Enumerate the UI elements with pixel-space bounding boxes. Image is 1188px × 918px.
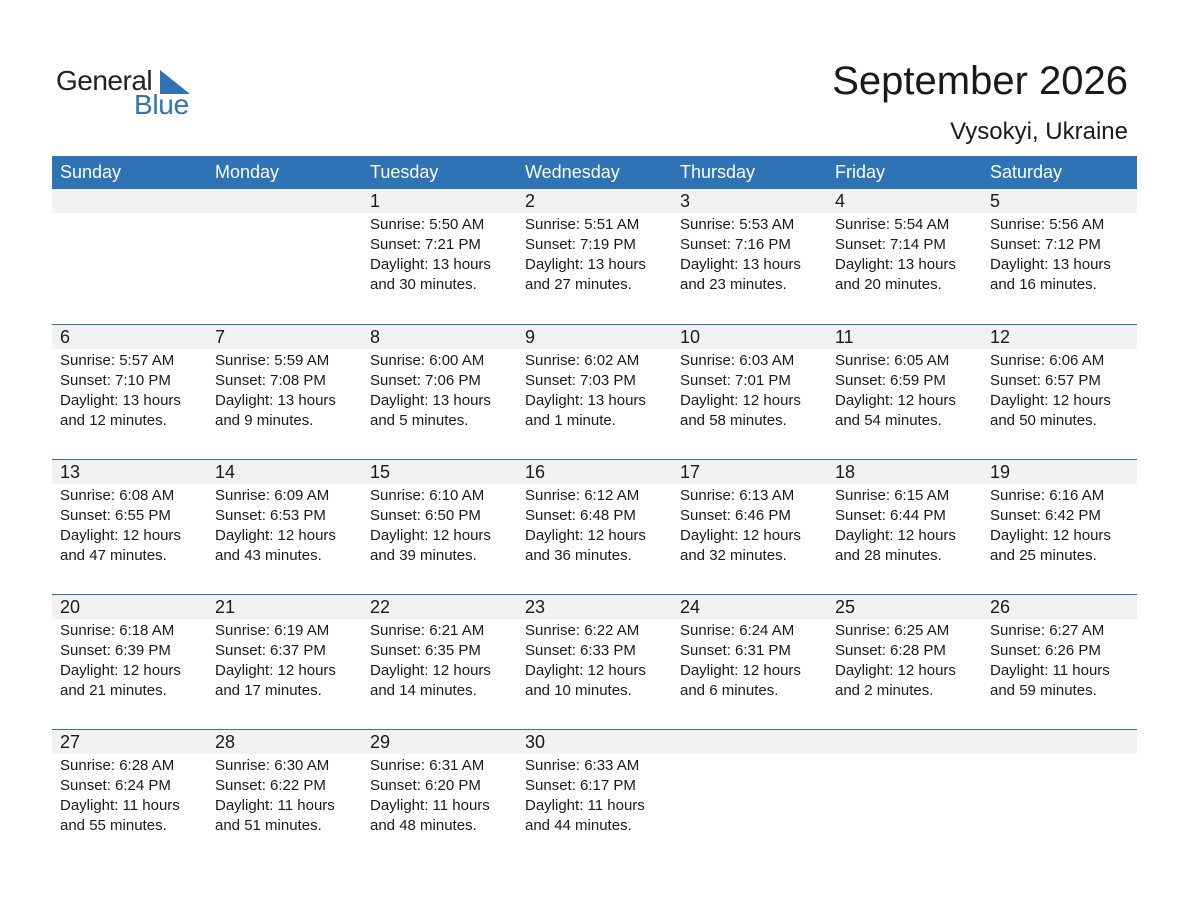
sunset-text: Sunset: 6:26 PM (990, 642, 1101, 659)
sunrise-text: Sunrise: 5:54 AM (835, 216, 950, 233)
day-number: 16 (517, 460, 672, 484)
day-info (827, 349, 982, 431)
sunrise-text: Sunrise: 6:06 AM (990, 352, 1105, 369)
daylight-minutes-text: and 14 minutes. (370, 682, 477, 699)
day-number: 28 (207, 730, 362, 754)
day-number: 26 (982, 595, 1137, 619)
daylight-text: Daylight: 13 hours (525, 256, 646, 273)
sunrise-text: Sunrise: 6:10 AM (370, 487, 485, 504)
weekday-header-row (52, 156, 1137, 189)
day-number: 19 (982, 460, 1137, 484)
day-info (672, 619, 827, 701)
daylight-text: Daylight: 12 hours (835, 527, 956, 544)
day-number: 8 (362, 325, 517, 349)
day-cell (362, 189, 517, 323)
day-info (517, 754, 672, 836)
sunrise-text: Sunrise: 6:28 AM (60, 757, 175, 774)
page-title: September 2026 (832, 59, 1128, 103)
empty-day-cell (207, 189, 362, 323)
daylight-minutes-text: and 59 minutes. (990, 682, 1097, 699)
day-cell (982, 189, 1137, 323)
sunrise-text: Sunrise: 6:16 AM (990, 487, 1105, 504)
day-info (982, 213, 1137, 295)
day-number: 23 (517, 595, 672, 619)
day-cell (52, 460, 207, 594)
sunrise-text: Sunrise: 6:08 AM (60, 487, 175, 504)
day-number: 30 (517, 730, 672, 754)
day-cell (982, 325, 1137, 459)
day-cell (827, 189, 982, 323)
daylight-text: Daylight: 12 hours (60, 662, 181, 679)
daylight-minutes-text: and 2 minutes. (835, 682, 934, 699)
daylight-text: Daylight: 12 hours (370, 527, 491, 544)
empty-day-cell (827, 730, 982, 864)
daylight-minutes-text: and 36 minutes. (525, 547, 632, 564)
day-cell (827, 595, 982, 729)
sunset-text: Sunset: 6:17 PM (525, 777, 636, 794)
day-info (52, 484, 207, 566)
daylight-minutes-text: and 10 minutes. (525, 682, 632, 699)
sunset-text: Sunset: 6:50 PM (370, 507, 481, 524)
daylight-minutes-text: and 25 minutes. (990, 547, 1097, 564)
daylight-text: Daylight: 13 hours (990, 256, 1111, 273)
daylight-text: Daylight: 13 hours (525, 392, 646, 409)
day-info (52, 754, 207, 836)
week-row (52, 729, 1137, 864)
day-number (827, 730, 982, 754)
week-row (52, 594, 1137, 729)
day-info (517, 619, 672, 701)
day-cell (672, 189, 827, 323)
daylight-minutes-text: and 58 minutes. (680, 412, 787, 429)
daylight-minutes-text: and 12 minutes. (60, 412, 167, 429)
week-grid (52, 189, 1137, 323)
logo (56, 64, 196, 120)
sunrise-text: Sunrise: 6:09 AM (215, 487, 330, 504)
sunrise-text: Sunrise: 5:57 AM (60, 352, 175, 369)
day-info (982, 484, 1137, 566)
logo-word-blue: Blue (134, 89, 189, 120)
day-number: 17 (672, 460, 827, 484)
daylight-text: Daylight: 12 hours (370, 662, 491, 679)
sunset-text: Sunset: 6:46 PM (680, 507, 791, 524)
sunrise-text: Sunrise: 6:13 AM (680, 487, 795, 504)
daylight-minutes-text: and 23 minutes. (680, 276, 787, 293)
sunrise-text: Sunrise: 6:22 AM (525, 622, 640, 639)
day-info (362, 484, 517, 566)
sunrise-text: Sunrise: 6:21 AM (370, 622, 485, 639)
sunrise-text: Sunrise: 6:05 AM (835, 352, 950, 369)
daylight-text: Daylight: 12 hours (680, 662, 801, 679)
daylight-text: Daylight: 12 hours (525, 662, 646, 679)
sunset-text: Sunset: 7:14 PM (835, 236, 946, 253)
sunset-text: Sunset: 6:42 PM (990, 507, 1101, 524)
day-cell (517, 460, 672, 594)
daylight-minutes-text: and 27 minutes. (525, 276, 632, 293)
sunrise-text: Sunrise: 5:59 AM (215, 352, 330, 369)
sunrise-text: Sunrise: 6:25 AM (835, 622, 950, 639)
weekday-header: Sunday (60, 162, 122, 182)
day-info (517, 213, 672, 295)
day-cell (52, 595, 207, 729)
daylight-text: Daylight: 12 hours (525, 527, 646, 544)
day-info (982, 619, 1137, 701)
sunset-text: Sunset: 7:10 PM (60, 372, 171, 389)
day-number: 1 (362, 189, 517, 213)
daylight-minutes-text: and 43 minutes. (215, 547, 322, 564)
day-info (672, 213, 827, 295)
day-info (827, 213, 982, 295)
sunset-text: Sunset: 7:19 PM (525, 236, 636, 253)
weekday-header: Thursday (680, 162, 756, 182)
logo-word-general: General (56, 65, 153, 96)
day-number: 29 (362, 730, 517, 754)
sunset-text: Sunset: 6:44 PM (835, 507, 946, 524)
day-cell (207, 730, 362, 864)
day-info (362, 754, 517, 836)
daylight-text: Daylight: 13 hours (370, 392, 491, 409)
day-info (52, 619, 207, 701)
sunrise-text: Sunrise: 6:30 AM (215, 757, 330, 774)
day-cell (672, 460, 827, 594)
daylight-text: Daylight: 12 hours (990, 527, 1111, 544)
day-number: 22 (362, 595, 517, 619)
day-cell (362, 325, 517, 459)
daylight-minutes-text: and 32 minutes. (680, 547, 787, 564)
sunrise-text: Sunrise: 6:18 AM (60, 622, 175, 639)
daylight-minutes-text: and 9 minutes. (215, 412, 314, 429)
sunset-text: Sunset: 6:57 PM (990, 372, 1101, 389)
day-info (517, 349, 672, 431)
empty-day-cell (982, 730, 1137, 864)
day-cell (517, 730, 672, 864)
day-number: 2 (517, 189, 672, 213)
day-info (362, 349, 517, 431)
sunset-text: Sunset: 7:03 PM (525, 372, 636, 389)
weekday-header: Tuesday (370, 162, 439, 182)
day-cell (517, 189, 672, 323)
day-cell (362, 730, 517, 864)
week-grid (52, 730, 1137, 864)
day-number: 21 (207, 595, 362, 619)
day-number (52, 189, 207, 213)
daylight-minutes-text: and 20 minutes. (835, 276, 942, 293)
daylight-minutes-text: and 50 minutes. (990, 412, 1097, 429)
daylight-text: Daylight: 13 hours (60, 392, 181, 409)
sunrise-text: Sunrise: 6:31 AM (370, 757, 485, 774)
sunrise-text: Sunrise: 6:12 AM (525, 487, 640, 504)
day-number (982, 730, 1137, 754)
day-number: 5 (982, 189, 1137, 213)
daylight-text: Daylight: 12 hours (60, 527, 181, 544)
week-grid (52, 325, 1137, 459)
daylight-text: Daylight: 11 hours (990, 662, 1110, 679)
daylight-text: Daylight: 11 hours (215, 797, 335, 814)
sunset-text: Sunset: 6:55 PM (60, 507, 171, 524)
sunset-text: Sunset: 7:08 PM (215, 372, 326, 389)
day-number: 6 (52, 325, 207, 349)
weeks-container (52, 189, 1137, 864)
day-cell (827, 325, 982, 459)
sunrise-text: Sunrise: 5:53 AM (680, 216, 795, 233)
day-info (517, 484, 672, 566)
daylight-minutes-text: and 17 minutes. (215, 682, 322, 699)
day-info (362, 619, 517, 701)
sunrise-text: Sunrise: 6:19 AM (215, 622, 330, 639)
daylight-minutes-text: and 16 minutes. (990, 276, 1097, 293)
sunset-text: Sunset: 7:21 PM (370, 236, 481, 253)
week-row (52, 189, 1137, 324)
daylight-minutes-text: and 28 minutes. (835, 547, 942, 564)
daylight-minutes-text: and 30 minutes. (370, 276, 477, 293)
daylight-text: Daylight: 13 hours (370, 256, 491, 273)
daylight-text: Daylight: 13 hours (215, 392, 336, 409)
day-cell (207, 460, 362, 594)
day-info (982, 349, 1137, 431)
day-info (207, 754, 362, 836)
day-cell (207, 325, 362, 459)
daylight-text: Daylight: 13 hours (835, 256, 956, 273)
daylight-text: Daylight: 13 hours (680, 256, 801, 273)
day-number: 15 (362, 460, 517, 484)
week-row (52, 459, 1137, 594)
daylight-minutes-text: and 51 minutes. (215, 817, 322, 834)
sunrise-text: Sunrise: 6:27 AM (990, 622, 1105, 639)
daylight-text: Daylight: 12 hours (990, 392, 1111, 409)
week-row (52, 324, 1137, 459)
day-cell (362, 595, 517, 729)
location-subtitle: Vysokyi, Ukraine (950, 118, 1128, 145)
sunset-text: Sunset: 6:20 PM (370, 777, 481, 794)
weekday-header: Saturday (990, 162, 1063, 182)
daylight-minutes-text: and 44 minutes. (525, 817, 632, 834)
day-number: 11 (827, 325, 982, 349)
day-info (827, 619, 982, 701)
day-number: 20 (52, 595, 207, 619)
sunset-text: Sunset: 6:31 PM (680, 642, 791, 659)
day-number: 25 (827, 595, 982, 619)
calendar (52, 156, 1137, 864)
daylight-minutes-text: and 5 minutes. (370, 412, 469, 429)
daylight-minutes-text: and 55 minutes. (60, 817, 167, 834)
empty-day-cell (672, 730, 827, 864)
sunrise-text: Sunrise: 6:33 AM (525, 757, 640, 774)
day-number: 10 (672, 325, 827, 349)
day-number: 27 (52, 730, 207, 754)
daylight-text: Daylight: 12 hours (835, 662, 956, 679)
sunset-text: Sunset: 6:59 PM (835, 372, 946, 389)
sunset-text: Sunset: 6:53 PM (215, 507, 326, 524)
week-grid (52, 595, 1137, 729)
sunset-text: Sunset: 7:12 PM (990, 236, 1101, 253)
day-number: 4 (827, 189, 982, 213)
day-number (207, 189, 362, 213)
day-cell (517, 595, 672, 729)
day-cell (672, 595, 827, 729)
day-info (207, 619, 362, 701)
sunset-text: Sunset: 6:33 PM (525, 642, 636, 659)
day-cell (982, 460, 1137, 594)
day-cell (362, 460, 517, 594)
sunset-text: Sunset: 6:22 PM (215, 777, 326, 794)
daylight-text: Daylight: 12 hours (680, 527, 801, 544)
weekday-header: Monday (215, 162, 280, 182)
sunrise-text: Sunrise: 6:24 AM (680, 622, 795, 639)
daylight-minutes-text: and 39 minutes. (370, 547, 477, 564)
daylight-text: Daylight: 12 hours (680, 392, 801, 409)
daylight-minutes-text: and 54 minutes. (835, 412, 942, 429)
day-cell (52, 325, 207, 459)
day-info (672, 484, 827, 566)
daylight-text: Daylight: 11 hours (525, 797, 645, 814)
sunset-text: Sunset: 7:06 PM (370, 372, 481, 389)
week-grid (52, 460, 1137, 594)
day-info (827, 484, 982, 566)
sunset-text: Sunset: 6:35 PM (370, 642, 481, 659)
daylight-text: Daylight: 12 hours (215, 662, 336, 679)
daylight-text: Daylight: 12 hours (215, 527, 336, 544)
day-number: 18 (827, 460, 982, 484)
day-number: 13 (52, 460, 207, 484)
sunrise-text: Sunrise: 6:03 AM (680, 352, 795, 369)
daylight-minutes-text: and 1 minute. (525, 412, 616, 429)
day-number (672, 730, 827, 754)
sunset-text: Sunset: 7:16 PM (680, 236, 791, 253)
day-number: 12 (982, 325, 1137, 349)
daylight-text: Daylight: 11 hours (370, 797, 490, 814)
day-info (207, 484, 362, 566)
sunrise-text: Sunrise: 6:00 AM (370, 352, 485, 369)
daylight-text: Daylight: 11 hours (60, 797, 180, 814)
empty-day-cell (52, 189, 207, 323)
daylight-minutes-text: and 48 minutes. (370, 817, 477, 834)
sunset-text: Sunset: 7:01 PM (680, 372, 791, 389)
sunset-text: Sunset: 6:48 PM (525, 507, 636, 524)
day-info (207, 349, 362, 431)
sunrise-text: Sunrise: 5:50 AM (370, 216, 485, 233)
daylight-minutes-text: and 21 minutes. (60, 682, 167, 699)
weekday-header: Friday (835, 162, 886, 182)
day-number: 24 (672, 595, 827, 619)
day-info (672, 349, 827, 431)
sunrise-text: Sunrise: 6:15 AM (835, 487, 950, 504)
day-info (362, 213, 517, 295)
day-cell (672, 325, 827, 459)
day-cell (827, 460, 982, 594)
weekday-header: Wednesday (525, 162, 620, 182)
sunrise-text: Sunrise: 5:56 AM (990, 216, 1105, 233)
daylight-minutes-text: and 47 minutes. (60, 547, 167, 564)
sunset-text: Sunset: 6:39 PM (60, 642, 171, 659)
sunset-text: Sunset: 6:37 PM (215, 642, 326, 659)
day-number: 3 (672, 189, 827, 213)
day-cell (207, 595, 362, 729)
day-number: 9 (517, 325, 672, 349)
sunset-text: Sunset: 6:24 PM (60, 777, 171, 794)
day-info (52, 349, 207, 431)
sunrise-text: Sunrise: 6:02 AM (525, 352, 640, 369)
day-cell (982, 595, 1137, 729)
day-cell (517, 325, 672, 459)
sunset-text: Sunset: 6:28 PM (835, 642, 946, 659)
day-cell (52, 730, 207, 864)
day-number: 14 (207, 460, 362, 484)
day-number: 7 (207, 325, 362, 349)
daylight-text: Daylight: 12 hours (835, 392, 956, 409)
daylight-minutes-text: and 6 minutes. (680, 682, 779, 699)
sunrise-text: Sunrise: 5:51 AM (525, 216, 640, 233)
